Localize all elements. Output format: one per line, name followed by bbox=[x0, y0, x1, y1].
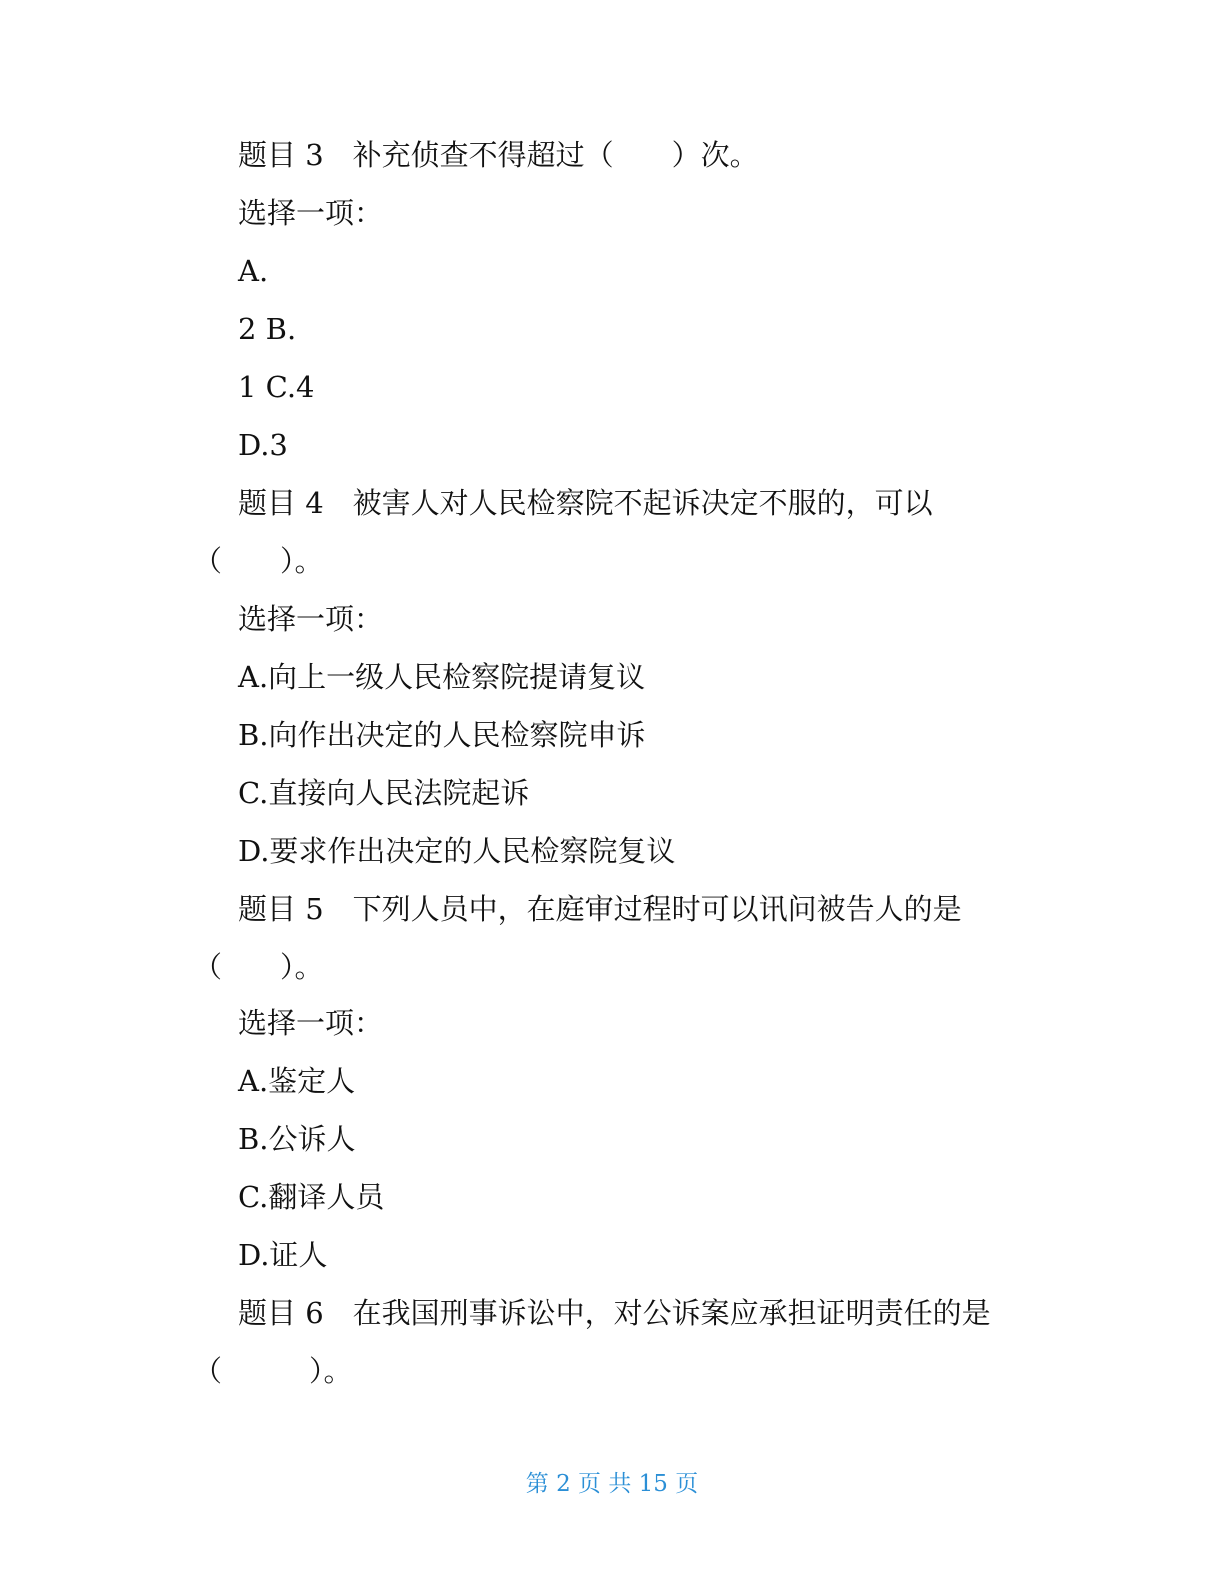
page-footer: 第 2 页 共 15 页 bbox=[525, 1471, 699, 1497]
question-5-stem-continued: （ ）。 bbox=[193, 950, 324, 984]
question-3-option-d: D.3 bbox=[238, 428, 288, 462]
question-6-stem: 题目 6 在我国刑事诉讼中，对公诉案应承担证明责任的是 bbox=[238, 1296, 991, 1330]
question-4-stem-continued: （ ）。 bbox=[193, 544, 324, 578]
question-4-option-b: B.向作出决定的人民检察院申诉 bbox=[238, 718, 646, 752]
question-5-stem: 题目 5 下列人员中，在庭审过程时可以讯问被告人的是 bbox=[238, 892, 962, 926]
question-5-option-c: C.翻译人员 bbox=[238, 1180, 385, 1214]
question-4-option-c: C.直接向人民法院起诉 bbox=[238, 776, 530, 810]
question-3-option-a: A. bbox=[238, 254, 269, 288]
question-3-stem: 题目 3 补充侦查不得超过（ ）次。 bbox=[238, 138, 759, 172]
question-4-option-a: A.向上一级人民检察院提请复议 bbox=[238, 660, 646, 694]
question-5-prompt: 选择一项： bbox=[238, 1006, 384, 1040]
question-4-prompt: 选择一项： bbox=[238, 602, 384, 636]
question-5-option-d: D.证人 bbox=[238, 1238, 328, 1272]
question-4-stem: 题目 4 被害人对人民检察院不起诉决定不服的，可以 bbox=[238, 486, 933, 520]
question-3-prompt: 选择一项： bbox=[238, 196, 384, 230]
question-3-option-c: 1 C.4 bbox=[238, 370, 315, 404]
question-6-stem-continued: （ ）。 bbox=[193, 1354, 353, 1388]
question-5-option-b: B.公诉人 bbox=[238, 1122, 356, 1156]
question-5-option-a: A.鉴定人 bbox=[238, 1064, 356, 1098]
question-4-option-d: D.要求作出决定的人民检察院复议 bbox=[238, 834, 676, 868]
question-3-option-b: 2 B. bbox=[238, 312, 297, 346]
